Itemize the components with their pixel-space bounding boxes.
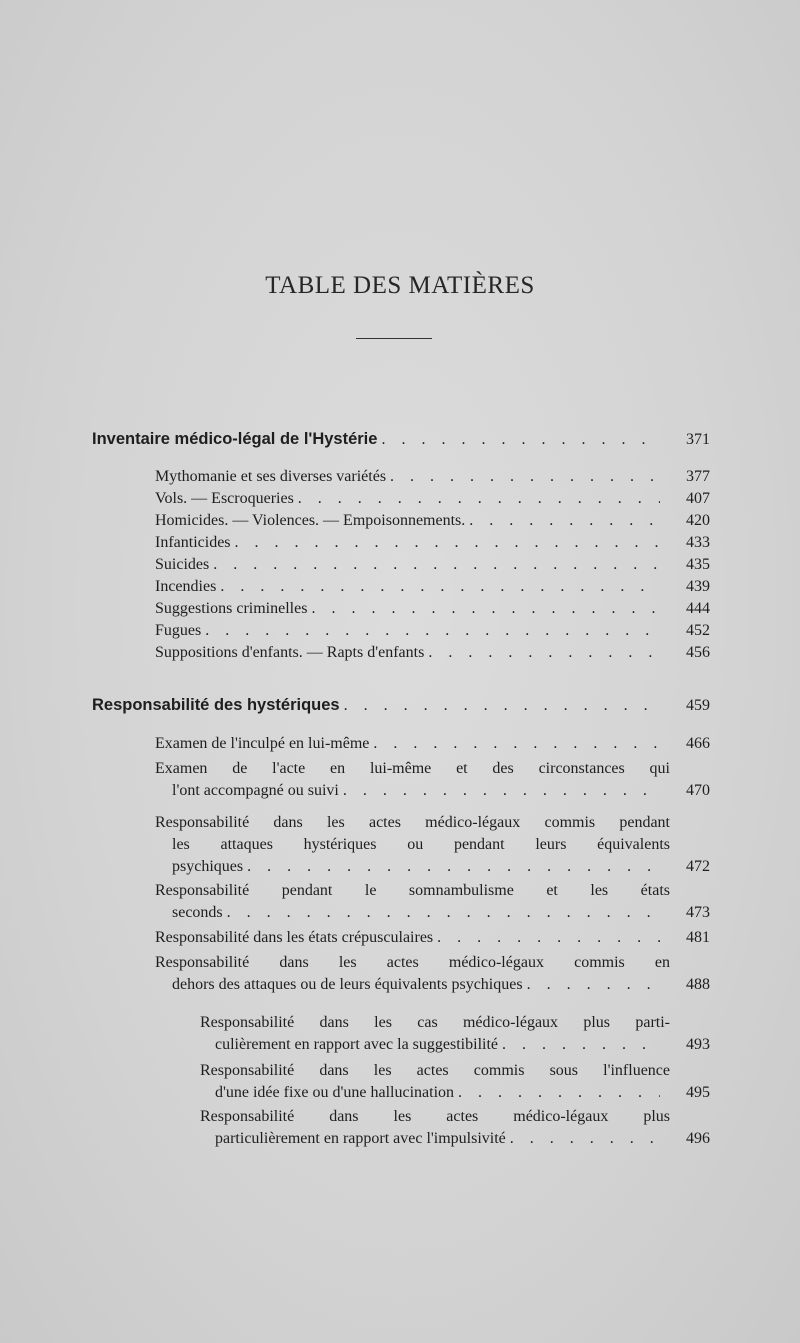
entry-line: Responsabilité dans les actes médico-légaux commis pendant: [155, 814, 670, 831]
toc-section-inventaire: [0, 428, 800, 451]
leader-dots: [311, 598, 660, 620]
toc-entry: [0, 927, 800, 949]
title-rule: [356, 338, 432, 339]
toc-entry: [0, 598, 800, 620]
leader-dots: [247, 856, 660, 878]
leader-dots: [373, 733, 660, 755]
entry-label: particulièrement en rapport avec l'impulsivité: [215, 1130, 506, 1147]
page-number: 433: [686, 534, 710, 551]
toc-entry: [0, 880, 800, 924]
toc-entry: [0, 554, 800, 576]
page-number: 377: [686, 468, 710, 485]
toc-entry: [0, 812, 800, 878]
leader-dots: [502, 1034, 660, 1056]
toc-entry: [0, 532, 800, 554]
entry-line: Responsabilité dans les actes commis sous l'influence: [200, 1062, 670, 1079]
page-number: 470: [686, 782, 710, 799]
entry-label: Fugues: [155, 622, 202, 639]
leader-dots: [527, 974, 660, 996]
page-number: 444: [686, 600, 710, 617]
entry-label: seconds: [172, 904, 223, 921]
page-number: 459: [686, 697, 710, 714]
leader-dots: [381, 429, 660, 451]
leader-dots: [510, 1128, 660, 1150]
entry-line: Responsabilité pendant le somnambulisme et les états: [155, 882, 670, 899]
page-number: 452: [686, 622, 710, 639]
toc-entry: [0, 466, 800, 488]
entry-line: Examen de l'acte en lui-même et des circonstances qui: [155, 760, 670, 777]
page-number: 439: [686, 578, 710, 595]
page-number: 495: [686, 1084, 710, 1101]
leader-dots: [428, 642, 660, 664]
entry-label: l'ont accompagné ou suivi: [172, 782, 339, 799]
toc-entry: [0, 952, 800, 996]
toc-entry: [0, 576, 800, 598]
entry-label: Mythomanie et ses diverses variétés: [155, 468, 387, 485]
entry-label: dehors des attaques ou de leurs équivalents psychiques: [172, 976, 523, 993]
page-number: 435: [686, 556, 710, 573]
entry-label: Suicides: [155, 556, 210, 573]
toc-section-responsabilite: [0, 694, 800, 717]
toc-entry: [0, 642, 800, 664]
page-number: 420: [686, 512, 710, 529]
entry-label: Infanticides: [155, 534, 231, 551]
entry-label: Homicides. — Violences. — Empoisonnements.: [155, 512, 466, 529]
toc-entry: [0, 758, 800, 802]
entry-line: les attaques hystériques ou pendant leurs équivalents: [172, 836, 670, 853]
page-number: 488: [686, 976, 710, 993]
toc-entry: [0, 1060, 800, 1104]
entry-label: d'une idée fixe ou d'une hallucination: [215, 1084, 455, 1101]
page-number: 496: [686, 1130, 710, 1147]
entry-label: Examen de l'inculpé en lui-même: [155, 735, 370, 752]
entry-label: Suppositions d'enfants. — Rapts d'enfants: [155, 644, 425, 661]
entry-label: culièrement en rapport avec la suggestibilité: [215, 1036, 498, 1053]
leader-dots: [205, 620, 660, 642]
leader-dots: [458, 1082, 660, 1104]
page-number: 473: [686, 904, 710, 921]
page-number: 493: [686, 1036, 710, 1053]
leader-dots: [343, 780, 660, 802]
section-label: Responsabilité des hystériques: [92, 696, 340, 714]
toc-entry: [0, 1012, 800, 1056]
entry-label: Suggestions criminelles: [155, 600, 308, 617]
leader-dots: [469, 510, 660, 532]
entry-label: Incendies: [155, 578, 217, 595]
leader-dots: [344, 695, 660, 717]
section-label: Inventaire médico-légal de l'Hystérie: [92, 430, 378, 448]
toc-entry: [0, 1106, 800, 1150]
entry-line: Responsabilité dans les actes médico-légaux commis en: [155, 954, 670, 971]
entry-label: Responsabilité dans les états crépusculaires: [155, 929, 434, 946]
leader-dots: [235, 532, 660, 554]
toc-entry: [0, 620, 800, 642]
page-number: 456: [686, 644, 710, 661]
page-number: 466: [686, 735, 710, 752]
leader-dots: [298, 488, 660, 510]
leader-dots: [437, 927, 660, 949]
page-number: 481: [686, 929, 710, 946]
entry-line: Responsabilité dans les cas médico-légaux plus parti-: [200, 1014, 670, 1031]
page-title: TABLE DES MATIÈRES: [265, 272, 535, 299]
leader-dots: [227, 902, 660, 924]
leader-dots: [213, 554, 660, 576]
toc-entry: [0, 488, 800, 510]
leader-dots: [220, 576, 660, 598]
toc-entry: [0, 733, 800, 755]
entry-label: psychiques: [172, 858, 244, 875]
leader-dots: [390, 466, 660, 488]
entry-label: Vols. — Escroqueries: [155, 490, 294, 507]
page-number: 407: [686, 490, 710, 507]
entry-line: Responsabilité dans les actes médico-légaux plus: [200, 1108, 670, 1125]
toc-entry: [0, 510, 800, 532]
page-number: 371: [686, 431, 710, 448]
page-number: 472: [686, 858, 710, 875]
